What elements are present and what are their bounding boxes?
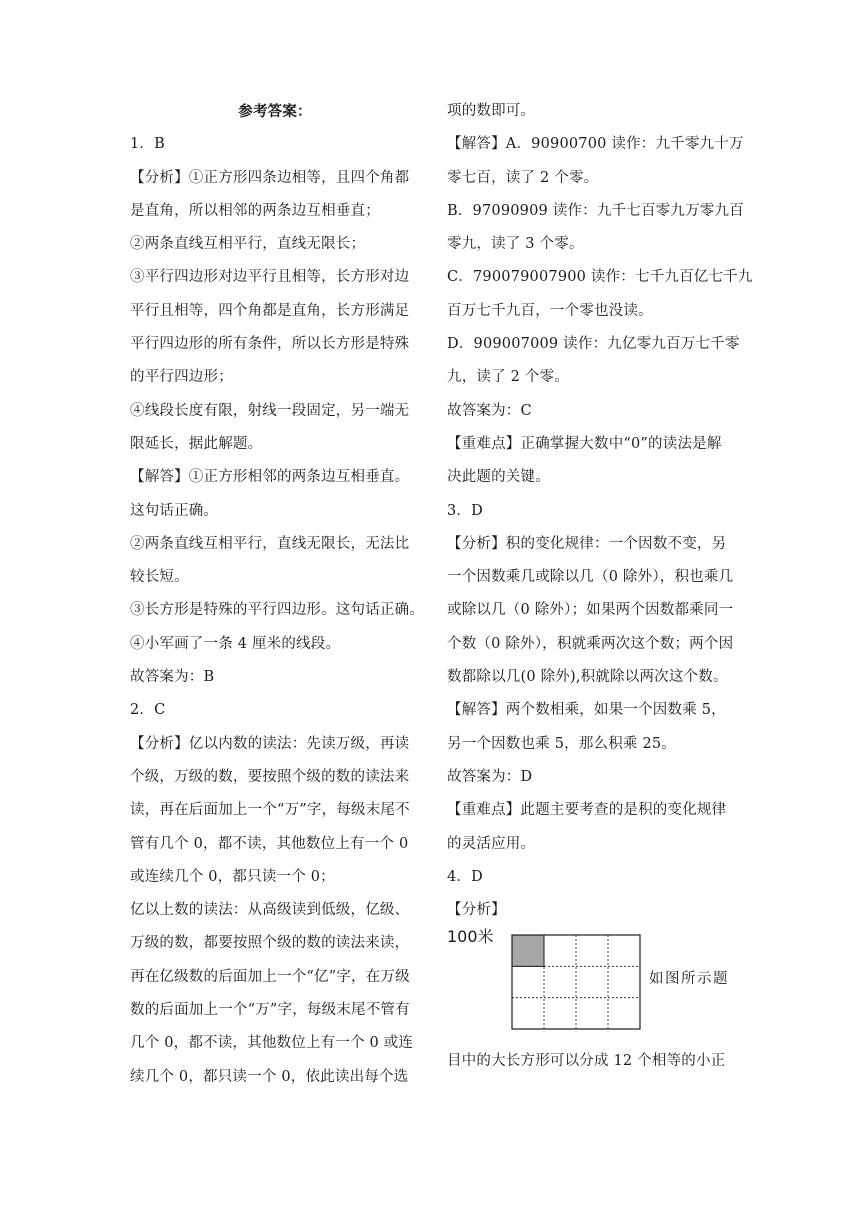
right-text-line: 九，读了 2 个零。 — [447, 369, 569, 386]
grid-cells — [512, 935, 640, 1029]
left-column — [130, 95, 424, 1094]
left-text-line: 读，再在后面加上一个“万”字，每级末尾不 — [130, 802, 410, 819]
right-text-line: 【重难点】正确掌握大数中“0”的读法是解 — [447, 435, 722, 452]
left-text-line: 【分析】亿以内数的读法：先读万级，再读 — [130, 735, 410, 752]
left-text-line: 数的后面加上一个“万”字，每级末尾不管有 — [130, 1002, 410, 1019]
left-text-line: 平行四边形的所有条件，所以长方形是特殊 — [130, 336, 410, 353]
figure-length-label: 100米 — [447, 927, 494, 947]
left-text-line: 续几个 0，都只读一个 0，依此读出每个选 — [130, 1068, 409, 1085]
right-text-line: 【解答】两个数相乘，如果一个因数乘 5， — [447, 702, 726, 719]
right-text-line: 的灵活应用。 — [447, 835, 536, 852]
left-text-line: 是直角，所以相邻的两条边互相垂直； — [130, 202, 380, 219]
left-text-line: 个级，万级的数，要按照个级的数的读法来 — [130, 768, 410, 785]
right-text-line: C．790079007900 读作：七千九百亿七千九 — [447, 269, 753, 286]
left-text-line: 管有几个 0，都不读，其他数位上有一个 0 — [130, 835, 409, 852]
right-text-line: 个数（0 除外），积就乘两次这个数；两个因 — [447, 635, 734, 652]
figure-row — [447, 927, 737, 1045]
right-text-line: 零七百，读了 2 个零。 — [447, 169, 599, 186]
right-text-line: 数都除以几(0 除外),积就除以两次这个数。 — [447, 669, 728, 686]
left-text-line: 故答案为：B — [130, 669, 215, 686]
right-text-line: 故答案为：D — [447, 768, 533, 785]
left-text-line: 这句话正确。 — [130, 502, 219, 519]
left-text-line: ②两条直线互相平行，直线无限长，无法比 — [130, 535, 410, 552]
left-text-line: 再在亿级数的后面加上一个“亿”字，在万级 — [130, 968, 410, 985]
right-bottom-text — [447, 1045, 737, 1078]
left-text-line: 【解答】①正方形相邻的两条边互相垂直。 — [130, 469, 410, 486]
left-text-line: 【分析】①正方形四条边相等，且四个角都 — [130, 169, 410, 186]
left-text-line: 1．B — [130, 136, 165, 153]
right-text-line: 【重难点】此题主要考查的是积的变化规律 — [447, 802, 727, 819]
left-text-line: 几个 0，都不读，其他数位上有一个 0 或连 — [130, 1035, 414, 1052]
figure-caption: 如图所示题 — [649, 971, 729, 988]
right-text-line: 【分析】 — [447, 902, 506, 919]
left-text-line: 万级的数，都要按照个级的数的读法来读， — [130, 935, 410, 952]
left-text-line: ④小军画了一条 4 厘米的线段。 — [130, 635, 341, 652]
right-text-line: 一个因数乘几或除以几（0 除外），积也乘几 — [447, 569, 734, 586]
page-heading: 参考答案： — [238, 103, 312, 120]
right-text-line: 3．D — [447, 502, 483, 519]
right-column — [447, 95, 753, 1079]
right-text-line: 决此题的关键。 — [447, 469, 550, 486]
left-text-line: 亿以上数的读法：从高级读到低级，亿级、 — [130, 902, 410, 919]
left-text-line: ③平行四边形对边平行且相等，长方形对边 — [130, 269, 410, 286]
right-text-line: B．97090909 读作：九千七百零九万零九百 — [447, 202, 744, 219]
right-text-line: 目中的大长方形可以分成 12 个相等的小正 — [447, 1053, 726, 1070]
right-text-line: 项的数即可。 — [447, 103, 536, 119]
right-text-line: 4．D — [447, 868, 483, 885]
left-text-line: 2．C — [130, 702, 166, 719]
left-text-line: 限延长，据此解题。 — [130, 435, 263, 452]
left-text-line: ④线段长度有限，射线一段固定，另一端无 — [130, 402, 410, 419]
shaded-cell — [512, 935, 544, 966]
right-text-line: 零九，读了 3 个零。 — [447, 236, 584, 253]
left-text-line: 平行且相等，四个角都是直角，长方形满足 — [130, 302, 410, 319]
right-text-line: 【解答】A．90900700 读作：九千零九十万 — [447, 136, 744, 153]
right-top-text — [447, 95, 753, 927]
right-text-line: 另一个因数也乘 5，那么积乘 25。 — [447, 735, 676, 752]
left-text-line: 或连续几个 0，都只读一个 0； — [130, 868, 335, 885]
rectangle-grid-figure — [511, 934, 642, 1031]
right-text-line: 故答案为：C — [447, 402, 532, 419]
left-text-line: ②两条直线互相平行，直线无限长； — [130, 236, 366, 253]
left-text-line: 较长短。 — [130, 569, 189, 586]
left-text-line: ③长方形是特殊的平行四边形。这句话正确。 — [130, 602, 424, 619]
left-text-line: 的平行四边形； — [130, 369, 233, 386]
right-text-line: 【分析】积的变化规律：一个因数不变，另 — [447, 535, 727, 552]
right-text-line: D．909007009 读作：九亿零九百万七千零 — [447, 336, 740, 353]
right-text-line: 或除以几（0 除外）；如果两个因数都乘同一 — [447, 602, 734, 619]
right-text-line: 百万七千九百，一个零也没读。 — [447, 302, 653, 319]
